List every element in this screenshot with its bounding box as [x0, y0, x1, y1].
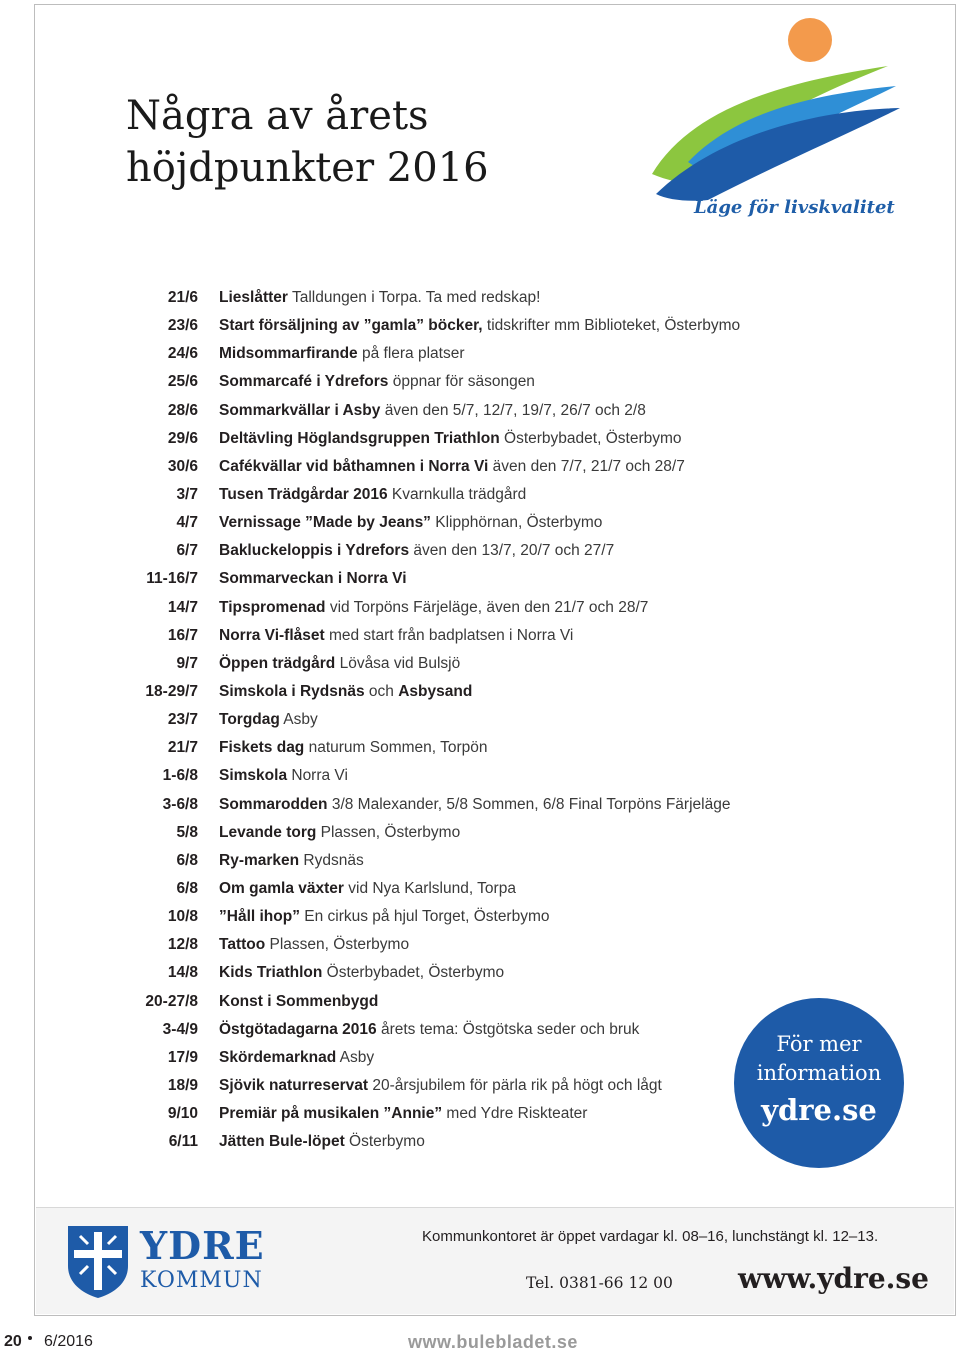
event-description	[219, 312, 740, 340]
event-title: Om gamla växter	[219, 879, 344, 897]
event-date: 6/8	[176, 851, 198, 869]
event-row	[0, 622, 740, 650]
event-description	[219, 959, 504, 987]
event-description	[219, 1128, 425, 1156]
event-description	[219, 594, 648, 622]
event-row	[0, 1128, 740, 1156]
event-title: Ry-marken	[219, 851, 300, 869]
event-details: vid Torpöns Färjeläge, även den 21/7 och 28/7	[325, 598, 649, 616]
event-row	[0, 847, 740, 875]
event-details: Österbybadet, Österbymo	[499, 429, 682, 447]
event-description	[219, 931, 409, 959]
event-description	[219, 622, 573, 650]
event-details: Lövåsa vid Bulsjö	[335, 654, 461, 672]
event-date: 3-6/8	[162, 795, 198, 813]
event-description	[219, 397, 646, 425]
event-details: på flera platser	[357, 345, 465, 363]
event-description	[219, 791, 730, 819]
event-row	[0, 509, 740, 537]
event-row	[0, 1016, 740, 1044]
event-row	[0, 931, 740, 959]
more-info-badge[interactable]	[734, 998, 904, 1168]
event-details: med Ydre Riskteater	[442, 1105, 588, 1123]
event-details: öppnar för säsongen	[388, 373, 535, 391]
event-description	[219, 678, 472, 706]
event-details: Klipphörnan, Österbymo	[430, 514, 603, 532]
event-row	[0, 903, 740, 931]
event-details: även den 5/7, 12/7, 19/7, 26/7 och 2/8	[380, 401, 646, 419]
event-title: ”Håll ihop”	[219, 908, 300, 926]
event-date: 23/6	[167, 317, 198, 335]
page-title	[126, 90, 489, 194]
event-description	[219, 565, 407, 593]
event-details: En cirkus på hjul Torget, Österbymo	[299, 908, 550, 926]
event-date: 1-6/8	[162, 767, 198, 785]
event-date: 6/11	[168, 1133, 198, 1151]
event-date: 20-27/8	[145, 992, 198, 1010]
event-date: 14/7	[167, 598, 198, 616]
event-title: Lieslåtter	[219, 289, 288, 306]
event-description	[219, 903, 550, 931]
event-title: Öppen trädgård	[219, 654, 336, 672]
event-row	[0, 397, 740, 425]
event-details: även den 7/7, 21/7 och 28/7	[488, 457, 685, 475]
event-date: 9/7	[176, 654, 198, 672]
event-details: 3/8 Malexander, 5/8 Sommen, 6/8 Final Torpöns Färjeläge	[327, 795, 731, 813]
separator-dot	[28, 1336, 32, 1340]
event-title: Kids Triathlon	[219, 964, 323, 982]
logo-sun-circle	[788, 18, 832, 62]
event-description	[219, 481, 526, 509]
ydre-coat-of-arms-icon	[66, 1224, 130, 1300]
event-row	[0, 368, 740, 396]
event-description	[219, 734, 488, 762]
event-row	[0, 678, 740, 706]
title-line-1: Några av årets	[126, 93, 429, 139]
event-description	[219, 284, 540, 312]
event-title: Bakluckeloppis i Ydrefors	[219, 542, 410, 560]
event-details: Norra Vi	[287, 767, 348, 785]
event-description	[219, 1044, 374, 1072]
event-title: Cafékvällar vid båthamnen i Norra Vi	[219, 457, 489, 475]
event-row	[0, 1072, 740, 1100]
event-details: årets tema: Östgötska seder och bruk	[376, 1020, 640, 1038]
event-title: Sommarkvällar i Asby	[219, 401, 381, 419]
event-date: 24/6	[167, 345, 198, 363]
event-details: Österbymo	[344, 1133, 425, 1151]
event-title: Deltävling Höglandsgruppen Triathlon	[219, 429, 500, 447]
title-line-2: höjdpunkter 2016	[126, 145, 489, 191]
event-row	[0, 1044, 740, 1072]
event-description	[219, 706, 318, 734]
event-row	[0, 340, 740, 368]
bulebladet-website-link[interactable]: www.bulebladet.se	[408, 1332, 578, 1352]
event-title: Tusen Trädgårdar 2016	[219, 485, 388, 503]
event-date: 28/6	[167, 401, 198, 419]
logo-tagline: Läge för livskvalitet	[694, 197, 895, 218]
event-row	[0, 988, 740, 1016]
event-description	[219, 537, 614, 565]
event-date: 3/7	[176, 485, 198, 503]
event-row	[0, 819, 740, 847]
ydre-kommun-logo-sub: KOMMUN	[140, 1268, 263, 1293]
issue-number: 6/2016	[44, 1333, 93, 1350]
event-date: 23/7	[167, 711, 198, 729]
event-title: Konst i Sommenbygd	[219, 992, 379, 1010]
event-date: 18-29/7	[145, 682, 198, 700]
event-date: 16/7	[167, 626, 198, 644]
more-info-line2: information	[756, 1061, 882, 1085]
event-description	[219, 819, 460, 847]
event-date: 9/10	[167, 1105, 198, 1123]
phone-number[interactable]: Tel. 0381-66 12 00	[526, 1274, 673, 1292]
event-row	[0, 875, 740, 903]
event-description	[219, 368, 535, 396]
event-title: Norra Vi-flåset	[219, 626, 325, 644]
event-row	[0, 650, 740, 678]
event-date: 4/7	[176, 514, 198, 532]
event-details: Asby	[279, 711, 318, 729]
event-title: Simskola i Rydsnäs	[219, 682, 365, 700]
event-title: Torgdag	[219, 711, 280, 729]
event-description	[219, 1072, 662, 1100]
event-details: Asby	[336, 1048, 375, 1066]
footer-website-link[interactable]: www.ydre.se	[738, 1262, 929, 1295]
event-row	[0, 425, 740, 453]
ydre-kommun-logo-name: YDRE	[140, 1223, 265, 1268]
page-number: 20	[4, 1333, 22, 1350]
event-date: 11-16/7	[146, 570, 198, 588]
event-details: Talldungen i Torpa. Ta med redskap!	[287, 289, 541, 306]
event-row	[0, 791, 740, 819]
event-details: och	[364, 682, 399, 700]
event-description	[219, 1100, 587, 1128]
event-row	[0, 312, 740, 340]
event-row	[0, 959, 740, 987]
event-title: Premiär på musikalen ”Annie”	[219, 1105, 443, 1123]
event-title: Midsommarfirande	[219, 345, 358, 363]
event-title: Östgötadagarna 2016	[219, 1020, 377, 1038]
event-title: Sommarveckan i Norra Vi	[219, 570, 407, 588]
event-row	[0, 537, 740, 565]
event-row	[0, 284, 740, 312]
event-title: Vernissage ”Made by Jeans”	[219, 514, 431, 532]
event-date: 21/7	[167, 739, 198, 757]
event-details: Plassen, Österbymo	[265, 936, 410, 954]
event-details: även den 13/7, 20/7 och 27/7	[409, 542, 615, 560]
event-details: vid Nya Karlslund, Torpa	[343, 879, 516, 897]
event-details: naturum Sommen, Torpön	[304, 739, 488, 757]
event-date: 21/6	[167, 289, 198, 306]
event-row	[0, 594, 740, 622]
event-date: 30/6	[167, 457, 198, 475]
event-description	[219, 650, 460, 678]
event-description	[219, 453, 685, 481]
event-details: Plassen, Österbymo	[316, 823, 461, 841]
event-details: Rydsnäs	[299, 851, 364, 869]
event-row	[0, 706, 740, 734]
event-date: 6/7	[176, 542, 198, 560]
event-date: 25/6	[167, 373, 198, 391]
event-details: Kvarnkulla trädgård	[387, 485, 527, 503]
event-description	[219, 762, 348, 790]
event-title-secondary: Asbysand	[398, 682, 473, 700]
event-details: Österbybadet, Österbymo	[322, 964, 505, 982]
event-date: 18/9	[167, 1076, 198, 1094]
event-details: 20-årsjubilem för pärla rik på högt och lågt	[368, 1076, 662, 1094]
event-description	[219, 425, 682, 453]
event-details: med start från badplatsen i Norra Vi	[324, 626, 574, 644]
event-details: tidskrifter mm Biblioteket, Österbymo	[482, 317, 741, 335]
event-title: Skördemarknad	[219, 1048, 337, 1066]
event-title: Start försäljning av ”gamla” böcker,	[219, 317, 483, 335]
event-list	[0, 284, 740, 1156]
event-title: Sjövik naturreservat	[219, 1076, 369, 1094]
event-row	[0, 762, 740, 790]
event-description	[219, 847, 364, 875]
more-info-url[interactable]: ydre.se	[761, 1093, 877, 1127]
event-row	[0, 565, 740, 593]
event-date: 10/8	[167, 908, 198, 926]
event-row	[0, 1100, 740, 1128]
event-date: 29/6	[167, 429, 198, 447]
event-date: 14/8	[167, 964, 198, 982]
event-row	[0, 481, 740, 509]
event-description	[219, 340, 465, 368]
event-date: 6/8	[176, 879, 198, 897]
event-description	[219, 875, 516, 903]
event-title: Tattoo	[219, 936, 266, 954]
event-date: 5/8	[176, 823, 198, 841]
event-title: Levande torg	[219, 823, 317, 841]
event-date: 3-4/9	[162, 1020, 198, 1038]
event-description	[219, 509, 602, 537]
event-title: Sommarcafé i Ydrefors	[219, 373, 389, 391]
event-date: 12/8	[167, 936, 198, 954]
event-title: Simskola	[219, 767, 288, 785]
event-description	[219, 988, 378, 1016]
event-row	[0, 453, 740, 481]
event-title: Jätten Bule-löpet	[219, 1133, 345, 1151]
event-description	[219, 1016, 639, 1044]
event-row	[0, 734, 740, 762]
event-title: Tipspromenad	[219, 598, 326, 616]
event-title: Fiskets dag	[219, 739, 305, 757]
event-title: Sommarodden	[219, 795, 328, 813]
office-hours: Kommunkontoret är öppet vardagar kl. 08–16, lunchstängt kl. 12–13.	[422, 1228, 879, 1245]
more-info-line1: För mer	[776, 1032, 862, 1056]
event-date: 17/9	[167, 1048, 198, 1066]
